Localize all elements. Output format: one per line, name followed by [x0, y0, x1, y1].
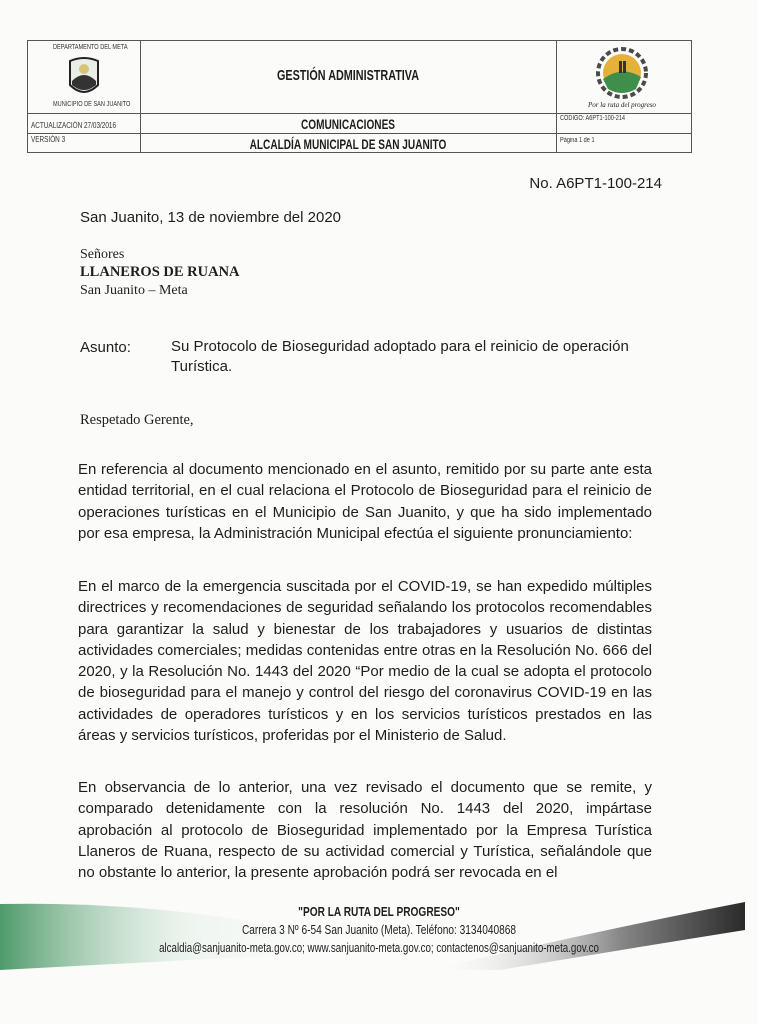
letter-date: San Juanito, 13 de noviembre del 2020 [80, 209, 342, 226]
left-logo-top-text: DEPARTAMENTO DEL META [53, 44, 128, 51]
footer [0, 890, 758, 970]
greeting: Respetado Gerente, [80, 412, 194, 428]
body-paragraph: En observancia de lo anterior, una vez revisado el documento que se remite, y comparado detenidamente con la resolución No. 1443 del 2020, impártase aprobación al protocolo de Bioseguridad implementado por la Empresa Turística Llaneros de Ruana, respecto de su actividad comercial y Turística, señalándole que no obstante lo anterior, la presente aprobación podrá ser revocada en el [78, 779, 652, 882]
header-title: GESTIÓN ADMINISTRATIVA [276, 67, 419, 84]
progress-gear-logo [596, 47, 648, 99]
salutation-to: Señores [80, 247, 125, 262]
municipal-shield-logo [66, 55, 102, 99]
body-paragraph: En el marco de la emergencia suscitada por el COVID-19, se han expedido múltiples directrices y recomendaciones de seguridad señalando los protocolos recomendables para garantizar la salud y bienestar de los trabajadores y usuarios de distintas actividades comerciales; medidas contenidas entre otras en la Resolución No. 666 del 2020, y la Resolución No. 1443 del 2020 “Por medio de la cual se adopta el protocolo de bioseguridad para el manejo y control del riesgo del coronavirus COVID-19 en las actividades de operadores turísticos y en los servicios turísticos prestados en las áreas y servicios turísticos, proferidas por el Ministerio de Salud. [78, 578, 652, 745]
footer-slogan: "POR LA RUTA DEL PROGRESO" [298, 904, 460, 919]
version: VERSIÓN 3 [31, 135, 66, 144]
right-logo-slogan: Por la ruta del progreso [588, 101, 656, 109]
footer-address: Carrera 3 Nº 6-54 San Juanito (Meta). Teléfono: 3134040868 [241, 922, 517, 937]
recipient-name: LLANEROS DE RUANA [80, 264, 240, 280]
header-table [27, 40, 692, 153]
body-paragraph: En referencia al documento mencionado en el asunto, remitido por su parte ante esta entidad territorial, en el cual relaciona el Protocolo de Bioseguridad para el reinicio de operaciones turísticas en el Municipio de San Juanito, y que ha sido implementado por esa empresa, la Administración Municipal efectúa el siguiente pronunciamiento: [78, 461, 652, 542]
subject-text: Su Protocolo de Bioseguridad adoptado para el reinicio de operación Turística. [171, 338, 629, 375]
footer-contact: alcaldia@sanjuanito-meta.gov.co; www.sanjuanito-meta.gov.co; contactenos@sanjuanito-meta.gov.co [159, 941, 599, 955]
header-entity: ALCALDÍA MUNICIPAL DE SAN JUANITO [249, 136, 447, 152]
page-count: Página 1 de 1 [560, 137, 595, 144]
recipient-location: San Juanito – Meta [80, 283, 188, 298]
update-date: ACTUALIZACIÓN 27/03/2016 [31, 121, 117, 130]
subject-label: Asunto: [80, 339, 131, 356]
left-logo-bottom-text: MUNICIPIO DE SAN JUANITO [53, 101, 131, 108]
header-section: COMUNICACIONES [300, 116, 396, 132]
document-code: CÓDIGO: A6PT1-100-214 [560, 115, 626, 122]
letter-number: No. A6PT1-100-214 [529, 175, 662, 192]
